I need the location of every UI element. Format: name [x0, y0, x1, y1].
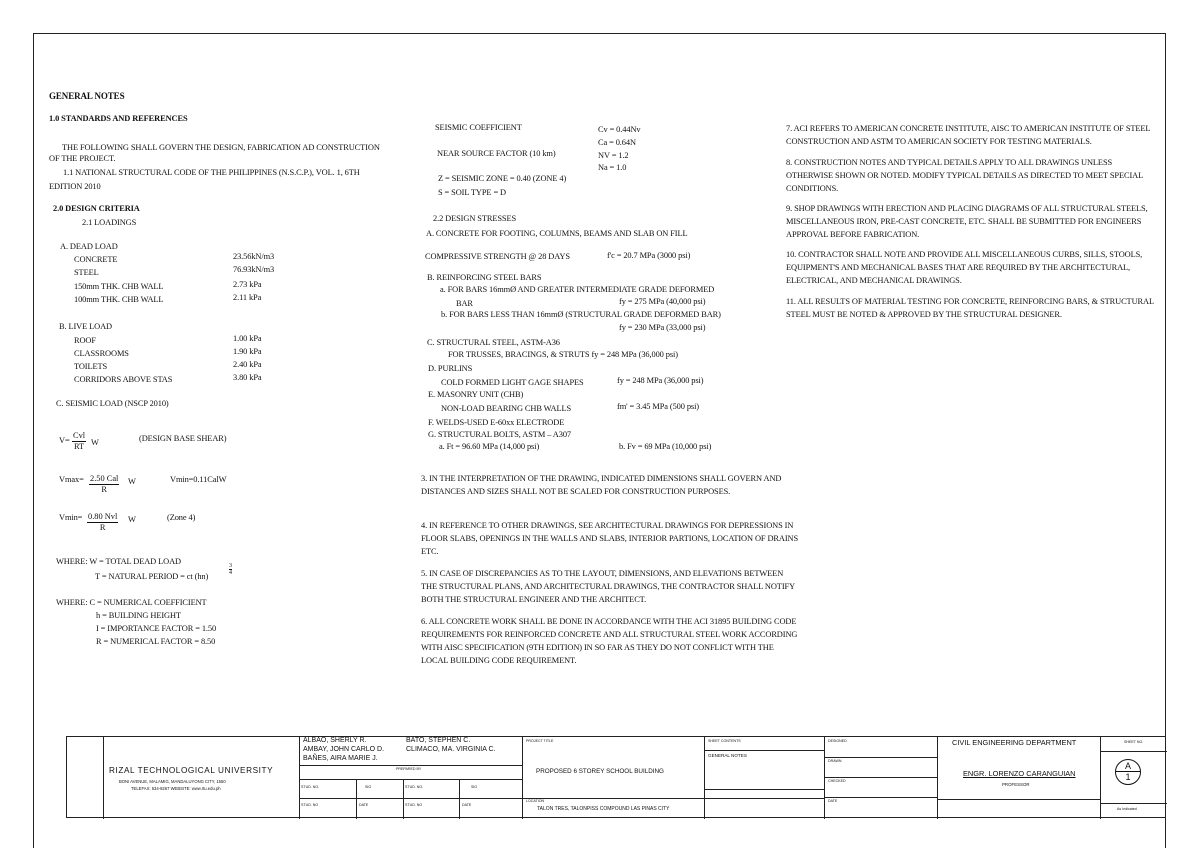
vmin-zone: (Zone 4) — [167, 513, 196, 522]
seismic-load-title: C. SEISMIC LOAD (NSCP 2010) — [56, 399, 169, 408]
sheet-number: 1 — [1125, 772, 1131, 782]
compressive-strength-label: COMPRESSIVE STRENGTH @ 28 DAYS — [425, 252, 570, 261]
exponent-numerator: 3 — [229, 563, 232, 569]
masonry-title: E. MASONRY UNIT (CHB) — [428, 390, 524, 399]
cv-value: Cv = 0.44Nv — [598, 125, 641, 134]
sheet-contents-label: SHEET CONTENTS — [708, 739, 741, 743]
near-source-label: NEAR SOURCE FACTOR (10 km) — [437, 149, 556, 158]
student-name: AMBAY, JOHN CARLO D. — [303, 746, 385, 753]
standards-heading: 1.0 STANDARDS AND REFERENCES — [49, 114, 188, 123]
standards-line-1: THE FOLLOWING SHALL GOVERN THE DESIGN, FABRICATION AD CONSTRUCTION — [62, 143, 380, 152]
dead-load-label: CONCRETE — [74, 255, 118, 264]
dead-load-title: A. DEAD LOAD — [60, 242, 118, 251]
live-load-value: 1.90 kPa — [233, 347, 262, 356]
rebar-b-line: b. FOR BARS LESS THAN 16mmØ (STRUCTURAL GRADE DEFORMED BAR) — [441, 310, 721, 319]
divider — [299, 798, 522, 799]
designed-label: DESIGNED — [828, 739, 847, 743]
university-contact: TELEFAX: 534-8267 WEBSITE: www.rtu.edu.ph — [131, 786, 221, 791]
note-11: 11. ALL RESULTS OF MATERIAL TESTING FOR CONCRETE, REINFORCING BARS, & STRUCTURAL STEEL MUST BE NOTED & APPROVED BY THE STRUCTURAL DESIGNER. — [786, 297, 1154, 319]
vmax-lhs: Vmax= — [59, 475, 84, 484]
divider — [459, 779, 460, 819]
divider — [824, 797, 937, 798]
student-number-label: STUD. NO. — [301, 785, 320, 789]
sheet-letter: A — [1124, 761, 1131, 771]
divider — [103, 737, 104, 819]
note-10: 10. CONTRACTOR SHALL NOTE AND PROVIDE ALL MISCELLANEOUS CURBS, SILLS, STOOLS, EQUIPMENT'S AND MECHANICAL BASES THAT ARE REQUIRED BY THE ARCHITECTURAL, ELECTRICAL, AND MECHANICAL DRAWINGS. — [786, 250, 1143, 285]
rebar-title: B. REINFORCING STEEL BARS — [427, 273, 542, 282]
where-coefficient: WHERE: C = NUMERICAL COEFFICIENT — [56, 598, 207, 607]
vmin-denominator: R — [99, 523, 106, 532]
divider — [403, 779, 404, 819]
vmin-simple: Vmin=0.11CalW — [170, 475, 227, 484]
divider — [522, 737, 523, 819]
professor-label: PROFESSOR — [1002, 782, 1030, 787]
concrete-title: A. CONCRETE FOR FOOTING, COLUMNS, BEAMS AND SLAB ON FILL — [426, 229, 688, 238]
divider — [704, 798, 824, 799]
live-load-label: TOILETS — [74, 362, 108, 371]
note-7: 7. ACI REFERS TO AMERICAN CONCRETE INSTITUTE, AISC TO AMERICAN INSTITUTE OF STEEL CONSTRUCTION AND ASTM TO AMERICAN SOCIETY FOR TESTING MATERIALS. — [786, 124, 1151, 146]
divider — [824, 737, 825, 819]
divider — [824, 777, 937, 778]
checked-label: CHECKED — [828, 779, 846, 783]
sheet-scale-footer: As Indicated — [1117, 807, 1137, 811]
project-title-label: PROJECT TITLE — [526, 739, 554, 743]
bolts-title: G. STRUCTURAL BOLTS, ASTM – A307 — [428, 430, 571, 439]
page-title: GENERAL NOTES — [49, 91, 125, 101]
ft-value: a. Ft = 96.60 MPa (14,000 psi) — [439, 442, 540, 451]
date-label: DATE — [359, 803, 369, 807]
student-name: CLIMACO, MA. VIRGINIA C. — [406, 746, 496, 753]
live-load-title: B. LIVE LOAD — [59, 322, 112, 331]
sheet-number-label: SHEET NO. — [1124, 740, 1144, 744]
design-criteria-heading: 2.0 DESIGN CRITERIA — [53, 204, 140, 213]
location-label: LOCATION — [526, 799, 545, 803]
student-number-label: STUD. NO. — [405, 785, 424, 789]
divider — [1100, 751, 1167, 752]
university-address: BONI AVENUE, MALAMIG, MANDALUYONG CITY, 1550 — [119, 779, 226, 784]
vmin-lhs: Vmin= — [59, 513, 83, 522]
vmax-fraction — [89, 474, 119, 495]
fm-value: fm' = 3.45 MPa (500 psi) — [617, 402, 699, 411]
divider — [1100, 737, 1101, 819]
drawn-label: DRAWN — [828, 759, 842, 763]
divider — [1100, 803, 1167, 804]
note-8: 8. CONSTRUCTION NOTES AND TYPICAL DETAILS APPLY TO ALL DRAWINGS UNLESS OTHERWISE SHOWN OR NOTED. MODIFY TYPICAL DETAILS AS DIRECTED TO MEET SPECIAL CONDITIONS. — [786, 158, 1143, 193]
project-title: PROPOSED 6 STOREY SCHOOL BUILDING — [536, 768, 664, 775]
note-3: 3. IN THE INTERPRETATION OF THE DRAWING, INDICATED DIMENSIONS SHALL GOVERN AND DISTANCES AND SIZES SHALL NOT BE SCALED FOR CONSTRUCTION PURPOSES. — [421, 474, 782, 496]
vmax-w: W — [128, 477, 136, 486]
dead-load-value: 2.11 kPa — [233, 293, 262, 302]
standards-line-4: EDITION 2010 — [49, 182, 101, 191]
v-w: W — [91, 438, 99, 447]
structural-steel-title: C. STRUCTURAL STEEL, ASTM-A36 — [427, 338, 560, 347]
divider — [299, 765, 522, 766]
live-load-label: ROOF — [74, 336, 96, 345]
note-6: 6. ALL CONCRETE WORK SHALL BE DONE IN ACCORDANCE WITH THE ACI 31895 BUILDING CODE REQUIREMENTS FOR REINFORCED CONCRETE AND ALL STRUCTURAL STEEL WORK ACCORDING WITH AISC SPECIFICATION (9TH EDITION) IN SO FAR AS THEY DO NOT CONFLICT WITH THE LOCAL BUILDING CODE REQUIREMENT. — [421, 617, 798, 665]
date-label: DATE — [828, 799, 838, 803]
signature-label: SIG — [471, 785, 478, 789]
location: TALON TRES, TALONPISS COMPOUND LAS PINAS CITY — [537, 806, 670, 812]
rebar-a-line-2: BAR — [456, 299, 473, 308]
design-stresses-heading: 2.2 DESIGN STRESSES — [433, 214, 517, 223]
where-importance: I = IMPORTANCE FACTOR = 1.50 — [96, 624, 217, 633]
live-load-value: 3.80 kPa — [233, 373, 262, 382]
divider — [937, 799, 1100, 800]
fy-value-2: fy = 230 MPa (33,000 psi) — [619, 323, 706, 332]
fv-value: b. Fv = 69 MPa (10,000 psi) — [619, 442, 712, 451]
where-numerical: R = NUMERICAL FACTOR = 8.50 — [96, 637, 216, 646]
dead-load-label: STEEL — [74, 268, 99, 277]
non-load-bearing-label: NON-LOAD BEARING CHB WALLS — [441, 404, 572, 413]
vmax-numerator: 2.50 Cal — [90, 474, 119, 483]
divider — [299, 737, 300, 819]
v-numerator: Cvl — [73, 431, 86, 440]
rebar-a-line-1: a. FOR BARS 16mmØ AND GREATER INTERMEDIATE GRADE DEFORMED — [440, 285, 715, 294]
fc-value: f'c = 20.7 MPa (3000 psi) — [607, 251, 691, 260]
soil-type: S = SOIL TYPE = D — [438, 188, 507, 197]
title-block — [66, 736, 1166, 818]
divider — [704, 750, 824, 751]
engineer-name: ENGR. LORENZO CARANGUIAN — [963, 769, 1076, 778]
standards-line-2: OF THE PROJECT. — [49, 154, 116, 163]
v-description: (DESIGN BASE SHEAR) — [139, 434, 227, 443]
university-name: RIZAL TECHNOLOGICAL UNIVERSITY — [109, 766, 274, 775]
divider — [522, 798, 704, 799]
divider — [937, 737, 938, 819]
purlins-title: D. PURLINS — [428, 364, 473, 373]
where-height: h = BUILDING HEIGHT — [96, 611, 181, 620]
vmin-numerator: 0.80 Nvl — [88, 512, 118, 521]
standards-line-3: 1.1 NATIONAL STRUCTURAL CODE OF THE PHILIPPINES (N.S.C.P.), VOL. 1, 6TH — [63, 168, 360, 177]
prepared-by-label: PREPARED BY — [396, 767, 422, 771]
welds-line: F. WELDS-USED E-60xx ELECTRODE — [428, 418, 565, 427]
sheet-number-circle — [1115, 759, 1141, 785]
live-load-value: 2.40 kPa — [233, 360, 262, 369]
cold-formed-label: COLD FORMED LIGHT GAGE SHAPES — [441, 378, 584, 387]
where-dead-load: WHERE: W = TOTAL DEAD LOAD — [56, 557, 181, 566]
live-load-label: CORRIDORS ABOVE STAS — [74, 375, 173, 384]
dead-load-value: 76.93kN/m3 — [233, 265, 275, 274]
seismic-coefficient-label: SEISMIC COEFFICIENT — [435, 123, 522, 132]
structural-steel-line: FOR TRUSSES, BRACINGS, & STRUTS fy = 248 MPa (36,000 psi) — [448, 350, 678, 359]
note-9: 9. SHOP DRAWINGS WITH ERECTION AND PLACING DIAGRAMS OF ALL STRUCTURAL STEELS, MISCELLANEOUS IRON, PRE-CAST CONCRETE, ETC. SHALL BE SUBMITTED FOR ENGINEERS APPROVAL BEFORE FABRICATION. — [786, 204, 1148, 239]
seismic-zone: Z = SEISMIC ZONE = 0.40 (ZONE 4) — [438, 174, 567, 183]
vmin-w: W — [128, 515, 136, 524]
v-denominator: RT — [73, 442, 85, 451]
divider — [299, 779, 522, 780]
fy-value-1: fy = 275 MPa (40,000 psi) — [619, 297, 706, 306]
student-number-label: STUD. NO — [301, 803, 319, 807]
divider — [824, 757, 937, 758]
nv-value: NV = 1.2 — [598, 151, 629, 160]
date-label: DATE — [462, 803, 472, 807]
note-4: 4. IN REFERENCE TO OTHER DRAWINGS, SEE ARCHITECTURAL DRAWINGS FOR DEPRESSIONS IN FLOOR SLABS, OPENINGS IN THE WALLS AND SLABS, INTERIOR PARTIONS, LOCATION OF DRAINS ETC. — [421, 521, 799, 556]
student-number-label: STUD. NO — [405, 803, 423, 807]
divider — [356, 779, 357, 819]
ca-value: Ca = 0.64N — [598, 138, 636, 147]
vmax-denominator: R — [101, 485, 107, 494]
dead-load-label: 100mm THK. CHB WALL — [74, 295, 164, 304]
divider — [704, 789, 824, 790]
where-period: T = NATURAL PERIOD = ct (hn) — [95, 572, 209, 581]
loadings-subheading: 2.1 LOADINGS — [82, 218, 137, 227]
v-lhs: V= — [59, 436, 70, 445]
live-load-label: CLASSROOMS — [74, 349, 129, 358]
fy-value-3: fy = 248 MPa (36,000 psi) — [617, 376, 704, 385]
v-fraction — [72, 431, 86, 452]
period-exponent — [229, 563, 232, 576]
na-value: Na = 1.0 — [598, 163, 627, 172]
dead-load-value: 2.73 kPa — [233, 280, 262, 289]
exponent-denominator: 4 — [229, 570, 232, 576]
dead-load-label: 150mm THK. CHB WALL — [74, 282, 164, 291]
dead-load-value: 23.56kN/m3 — [233, 252, 275, 261]
department-name: CIVIL ENGINEERING DEPARTMENT — [952, 738, 1077, 747]
signature-label: SIG — [365, 785, 372, 789]
sheet-title: GENERAL NOTES — [708, 753, 747, 758]
student-name: BAÑES, AIRA MARIE J. — [303, 755, 378, 762]
vmin-fraction — [87, 512, 118, 533]
note-5: 5. IN CASE OF DISCREPANCIES AS TO THE LAYOUT, DIMENSIONS, AND ELEVATIONS BETWEEN THE STRUCTURAL PLANS, AND ARCHITECTURAL DRAWINGS, THE CONTRACTOR SHALL NOTIFY BOTH THE STRUCTURAL ENGINEER AND THE ARCHITECT. — [421, 569, 795, 604]
live-load-value: 1.00 kPa — [233, 334, 262, 343]
student-name: ALBAO, SHERLY R. — [303, 737, 367, 744]
student-name: BATO, STEPHEN C. — [406, 737, 471, 744]
